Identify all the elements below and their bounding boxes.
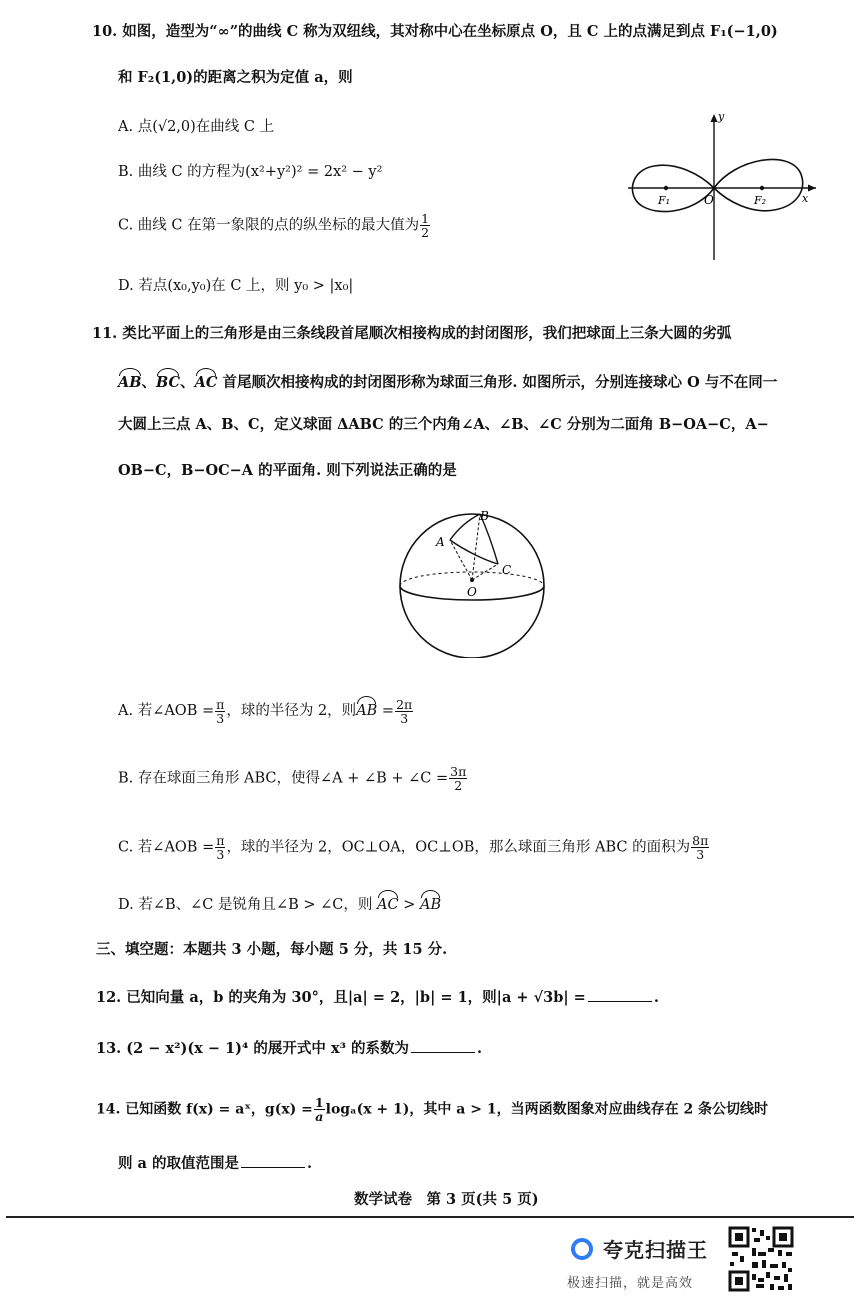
- q11-option-a: A. 若∠AOB = $\frac{\pi}{3}$ ，球的半径为 2，则AB = $\frac{2\pi}{3}$: [118, 696, 413, 726]
- q10-option-d: D. 若点(x₀,y₀)在 C 上，则 y₀ > |x₀|: [118, 278, 354, 294]
- y-axis-label: y: [718, 110, 725, 123]
- f1-label: F₁: [658, 194, 671, 207]
- q13-answer-blank: [411, 1038, 475, 1053]
- qr-code-icon: [728, 1226, 794, 1292]
- q11-option-b: B. 存在球面三角形 ABC，使得∠A + ∠B + ∠C = $\frac{3\pi}{2}$: [118, 764, 467, 793]
- f2-label: F₂: [754, 194, 767, 207]
- lemniscate-figure: [624, 110, 820, 262]
- q14-line1: 14. 已知函数 f(x) = aˣ，g(x) = $\frac{1}{a}$ logₐ(x + 1)，其中 a > 1，当两函数图象对应曲线存在 2 条公切线时: [96, 1095, 769, 1124]
- q14-answer-blank: [241, 1153, 305, 1168]
- q12: 12. 已知向量 a，b 的夹角为 30°，且|a| = 2，|b| = 1，则|a + √3b| = .: [96, 989, 659, 1006]
- q10-option-b: B. 曲线 C 的方程为(x²+y²)² = 2x² − y²: [118, 164, 383, 180]
- q11-stem-line1: 11. 类比平面上的三角形是由三条线段首尾顺次相接构成的封闭图形，我们把球面上三条大圆的劣弧: [92, 325, 732, 342]
- q11-stem-line2: AB、BC、AC 首尾顺次相接构成的封闭图形称为球面三角形. 如图所示，分别连接球心 O 与不在同一: [118, 368, 777, 393]
- origin-label: O: [704, 193, 714, 207]
- q10-stem-line2: 和 F₂(1,0)的距离之积为定值 a，则: [118, 69, 353, 86]
- point-c-label: C: [502, 563, 512, 577]
- sphere-figure: [392, 506, 552, 658]
- q14-line2: 则 a 的取值范围是 .: [118, 1155, 313, 1172]
- q11-stem-line3: 大圆上三点 A、B、C，定义球面 ΔABC 的三个内角∠A、∠B、∠C 分别为二面角 B−OA−C，A−: [118, 416, 769, 433]
- page-footer: 数学试卷 第 3 页(共 5 页): [354, 1191, 539, 1208]
- x-axis-label: x: [802, 192, 809, 205]
- q13: 13. (2 − x²)(x − 1)⁴ 的展开式中 x³ 的系数为 .: [96, 1040, 483, 1057]
- q10-stem-line1: 10. 如图，造型为“∞”的曲线 C 称为双纽线，其对称中心在坐标原点 O，且 C 上的点满足到点 F₁(−1,0): [92, 23, 778, 40]
- point-b-label: B: [480, 509, 489, 523]
- q11-stem-line4: OB−C，B−OC−A 的平面角. 则下列说法正确的是: [118, 462, 457, 479]
- q12-answer-blank: [588, 987, 652, 1002]
- point-a-label: A: [436, 535, 445, 549]
- brand-slogan: 极速扫描，就是高效: [567, 1276, 694, 1291]
- q11-option-c: C. 若∠AOB = $\frac{\pi}{3}$ ，球的半径为 2，OC⊥OA，OC⊥OB，那么球面三角形 ABC 的面积为 $\frac{8\pi}{3}$: [118, 833, 709, 862]
- scanner-watermark: [565, 1230, 725, 1300]
- q10-option-c: C. 曲线 C 在第一象限的点的纵坐标的最大值为 $\frac{1}{2}$: [118, 211, 430, 240]
- footer-rule: [6, 1216, 854, 1218]
- q10-option-a: A. 点(√2,0)在曲线 C 上: [118, 119, 275, 135]
- brand-logo-icon: [571, 1238, 593, 1260]
- brand-name: 夸克扫描王: [603, 1238, 708, 1262]
- q11-option-d: D. 若∠B、∠C 是锐角且∠B > ∠C，则 AC > AB: [118, 890, 441, 915]
- center-o-label: O: [467, 585, 477, 599]
- section-3-heading: 三、填空题：本题共 3 小题，每小题 5 分，共 15 分.: [96, 941, 448, 958]
